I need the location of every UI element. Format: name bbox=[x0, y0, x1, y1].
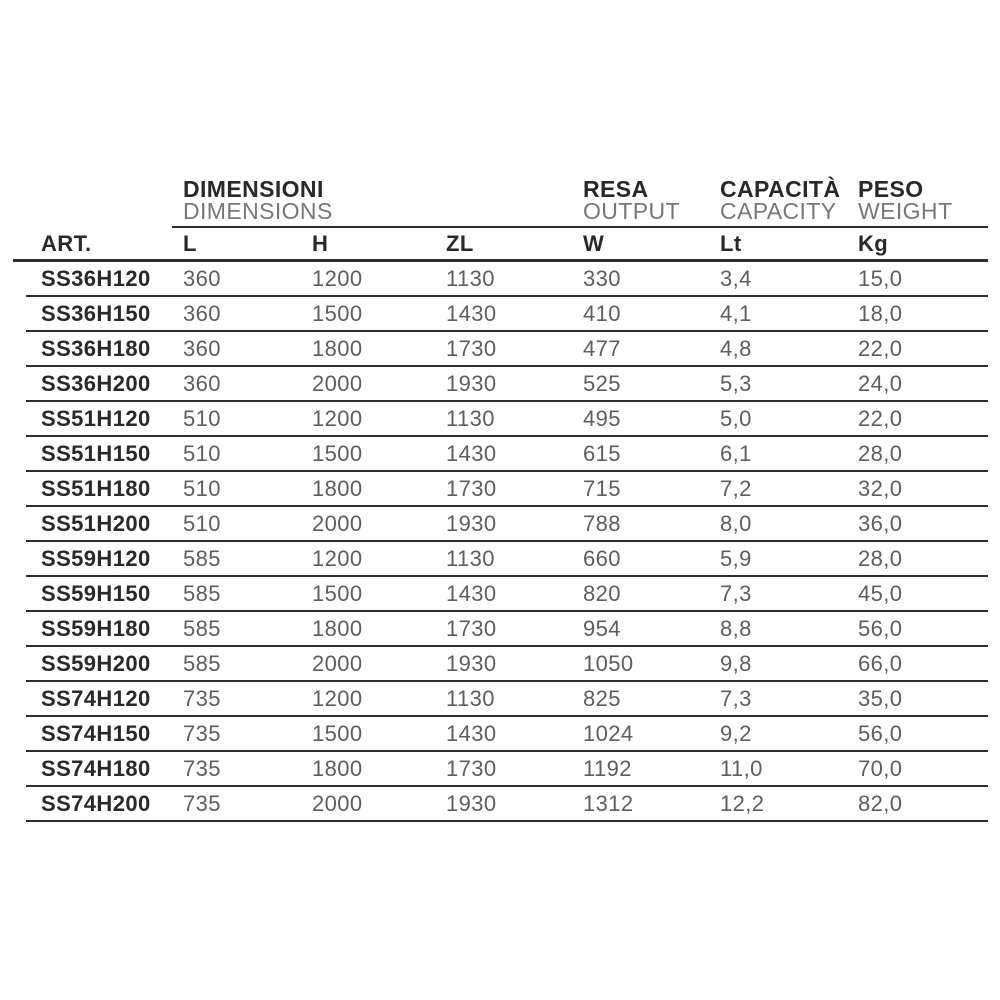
table-row bbox=[0, 612, 1000, 647]
cell-output-w: 1024 bbox=[583, 721, 634, 746]
table-row bbox=[0, 752, 1000, 787]
table-row bbox=[0, 402, 1000, 437]
cell-height: 2000 bbox=[312, 651, 363, 676]
cell-article-code: SS74H200 bbox=[41, 791, 151, 816]
cell-weight-kg: 15,0 bbox=[858, 266, 903, 291]
column-header-w: W bbox=[583, 231, 605, 256]
cell-output-w: 410 bbox=[583, 301, 621, 326]
cell-height: 1800 bbox=[312, 336, 363, 361]
cell-article-code: SS59H200 bbox=[41, 651, 151, 676]
cell-zl: 1730 bbox=[446, 476, 497, 501]
column-group-dimensions bbox=[183, 176, 333, 224]
cell-article-code: SS51H150 bbox=[41, 441, 151, 466]
cell-zl: 1430 bbox=[446, 581, 497, 606]
table-row bbox=[0, 437, 1000, 472]
cell-capacity-lt: 6,1 bbox=[720, 441, 752, 466]
column-group-output bbox=[583, 176, 680, 224]
cell-zl: 1430 bbox=[446, 441, 497, 466]
cell-weight-kg: 18,0 bbox=[858, 301, 903, 326]
cell-height: 1500 bbox=[312, 441, 363, 466]
cell-zl: 1730 bbox=[446, 336, 497, 361]
cell-height: 1200 bbox=[312, 266, 363, 291]
cell-weight-kg: 56,0 bbox=[858, 721, 903, 746]
cell-zl: 1730 bbox=[446, 616, 497, 641]
cell-capacity-lt: 3,4 bbox=[720, 266, 752, 291]
cell-zl: 1930 bbox=[446, 371, 497, 396]
cell-article-code: SS74H180 bbox=[41, 756, 151, 781]
cell-output-w: 1050 bbox=[583, 651, 634, 676]
group-title-english: WEIGHT bbox=[858, 198, 953, 224]
cell-weight-kg: 70,0 bbox=[858, 756, 903, 781]
cell-weight-kg: 22,0 bbox=[858, 406, 903, 431]
column-header-zl: ZL bbox=[446, 231, 474, 256]
group-title-italian: RESA bbox=[583, 176, 649, 202]
group-title-english: OUTPUT bbox=[583, 198, 680, 224]
cell-output-w: 788 bbox=[583, 511, 621, 536]
cell-output-w: 715 bbox=[583, 476, 621, 501]
column-header-kg: Kg bbox=[858, 231, 889, 256]
group-header-underline bbox=[172, 226, 988, 228]
table-row bbox=[0, 297, 1000, 332]
cell-zl: 1130 bbox=[446, 686, 495, 711]
cell-capacity-lt: 7,2 bbox=[720, 476, 752, 501]
cell-output-w: 525 bbox=[583, 371, 621, 396]
table-row bbox=[0, 717, 1000, 752]
cell-output-w: 954 bbox=[583, 616, 621, 641]
column-group-weight bbox=[858, 176, 953, 224]
column-header-lt: Lt bbox=[720, 231, 742, 256]
cell-capacity-lt: 7,3 bbox=[720, 686, 752, 711]
cell-article-code: SS36H200 bbox=[41, 371, 151, 396]
cell-article-code: SS74H150 bbox=[41, 721, 151, 746]
cell-capacity-lt: 8,0 bbox=[720, 511, 752, 536]
table-row bbox=[0, 787, 1000, 822]
cell-output-w: 1192 bbox=[583, 756, 632, 781]
cell-article-code: SS36H150 bbox=[41, 301, 151, 326]
cell-length: 585 bbox=[183, 616, 221, 641]
table-row bbox=[0, 262, 1000, 297]
column-header-h: H bbox=[312, 231, 329, 256]
cell-output-w: 495 bbox=[583, 406, 621, 431]
cell-weight-kg: 28,0 bbox=[858, 441, 903, 466]
cell-zl: 1730 bbox=[446, 756, 497, 781]
cell-article-code: SS51H200 bbox=[41, 511, 151, 536]
column-header-l: L bbox=[183, 231, 197, 256]
cell-length: 360 bbox=[183, 336, 221, 361]
cell-height: 2000 bbox=[312, 511, 363, 536]
cell-height: 1500 bbox=[312, 721, 363, 746]
cell-article-code: SS36H120 bbox=[41, 266, 151, 291]
group-title-italian: CAPACITÀ bbox=[720, 176, 841, 202]
cell-output-w: 825 bbox=[583, 686, 621, 711]
cell-zl: 1930 bbox=[446, 511, 497, 536]
cell-length: 585 bbox=[183, 651, 221, 676]
cell-length: 510 bbox=[183, 511, 221, 536]
cell-article-code: SS51H120 bbox=[41, 406, 151, 431]
cell-height: 1200 bbox=[312, 686, 363, 711]
cell-capacity-lt: 5,3 bbox=[720, 371, 752, 396]
cell-weight-kg: 82,0 bbox=[858, 791, 903, 816]
cell-length: 360 bbox=[183, 266, 221, 291]
cell-height: 1800 bbox=[312, 616, 363, 641]
cell-output-w: 615 bbox=[583, 441, 621, 466]
cell-weight-kg: 56,0 bbox=[858, 616, 903, 641]
table-body bbox=[0, 262, 1000, 822]
table-row bbox=[0, 507, 1000, 542]
cell-capacity-lt: 9,2 bbox=[720, 721, 752, 746]
cell-zl: 1130 bbox=[446, 266, 495, 291]
table-row bbox=[0, 542, 1000, 577]
cell-output-w: 660 bbox=[583, 546, 621, 571]
cell-article-code: SS74H120 bbox=[41, 686, 151, 711]
cell-height: 1500 bbox=[312, 581, 363, 606]
cell-capacity-lt: 8,8 bbox=[720, 616, 752, 641]
group-title-english: CAPACITY bbox=[720, 198, 837, 224]
cell-article-code: SS59H180 bbox=[41, 616, 151, 641]
cell-length: 360 bbox=[183, 371, 221, 396]
table-row bbox=[0, 332, 1000, 367]
cell-capacity-lt: 4,1 bbox=[720, 301, 752, 326]
cell-length: 510 bbox=[183, 476, 221, 501]
cell-height: 2000 bbox=[312, 371, 363, 396]
cell-capacity-lt: 5,9 bbox=[720, 546, 752, 571]
cell-weight-kg: 45,0 bbox=[858, 581, 903, 606]
cell-zl: 1430 bbox=[446, 721, 497, 746]
cell-weight-kg: 22,0 bbox=[858, 336, 903, 361]
cell-height: 1500 bbox=[312, 301, 363, 326]
table-row bbox=[0, 577, 1000, 612]
group-title-italian: PESO bbox=[858, 176, 924, 202]
table-row bbox=[0, 682, 1000, 717]
cell-zl: 1930 bbox=[446, 651, 497, 676]
cell-length: 585 bbox=[183, 581, 221, 606]
cell-capacity-lt: 11,0 bbox=[720, 756, 763, 781]
cell-capacity-lt: 9,8 bbox=[720, 651, 752, 676]
cell-zl: 1130 bbox=[446, 406, 495, 431]
cell-article-code: SS51H180 bbox=[41, 476, 151, 501]
cell-height: 1800 bbox=[312, 756, 363, 781]
group-title-italian: DIMENSIONI bbox=[183, 176, 324, 202]
column-header-art: ART. bbox=[41, 231, 92, 256]
table-row bbox=[0, 367, 1000, 402]
cell-weight-kg: 28,0 bbox=[858, 546, 903, 571]
cell-zl: 1430 bbox=[446, 301, 497, 326]
cell-height: 1200 bbox=[312, 546, 363, 571]
cell-zl: 1130 bbox=[446, 546, 495, 571]
cell-article-code: SS36H180 bbox=[41, 336, 151, 361]
cell-weight-kg: 24,0 bbox=[858, 371, 903, 396]
group-title-english: DIMENSIONS bbox=[183, 198, 333, 224]
cell-length: 360 bbox=[183, 301, 221, 326]
table-row bbox=[0, 472, 1000, 507]
cell-output-w: 1312 bbox=[583, 791, 634, 816]
cell-length: 510 bbox=[183, 406, 221, 431]
cell-length: 735 bbox=[183, 791, 221, 816]
cell-article-code: SS59H150 bbox=[41, 581, 151, 606]
cell-height: 1200 bbox=[312, 406, 363, 431]
cell-length: 735 bbox=[183, 756, 221, 781]
table-row bbox=[0, 647, 1000, 682]
cell-capacity-lt: 12,2 bbox=[720, 791, 765, 816]
cell-output-w: 820 bbox=[583, 581, 621, 606]
cell-weight-kg: 36,0 bbox=[858, 511, 903, 536]
cell-height: 2000 bbox=[312, 791, 363, 816]
cell-output-w: 477 bbox=[583, 336, 621, 361]
cell-weight-kg: 66,0 bbox=[858, 651, 903, 676]
cell-capacity-lt: 4,8 bbox=[720, 336, 752, 361]
cell-capacity-lt: 7,3 bbox=[720, 581, 752, 606]
column-group-capacity bbox=[720, 176, 841, 224]
cell-height: 1800 bbox=[312, 476, 363, 501]
cell-zl: 1930 bbox=[446, 791, 497, 816]
cell-length: 735 bbox=[183, 721, 221, 746]
cell-capacity-lt: 5,0 bbox=[720, 406, 752, 431]
cell-length: 735 bbox=[183, 686, 221, 711]
cell-weight-kg: 35,0 bbox=[858, 686, 903, 711]
cell-output-w: 330 bbox=[583, 266, 621, 291]
cell-weight-kg: 32,0 bbox=[858, 476, 903, 501]
cell-length: 510 bbox=[183, 441, 221, 466]
cell-length: 585 bbox=[183, 546, 221, 571]
cell-article-code: SS59H120 bbox=[41, 546, 151, 571]
